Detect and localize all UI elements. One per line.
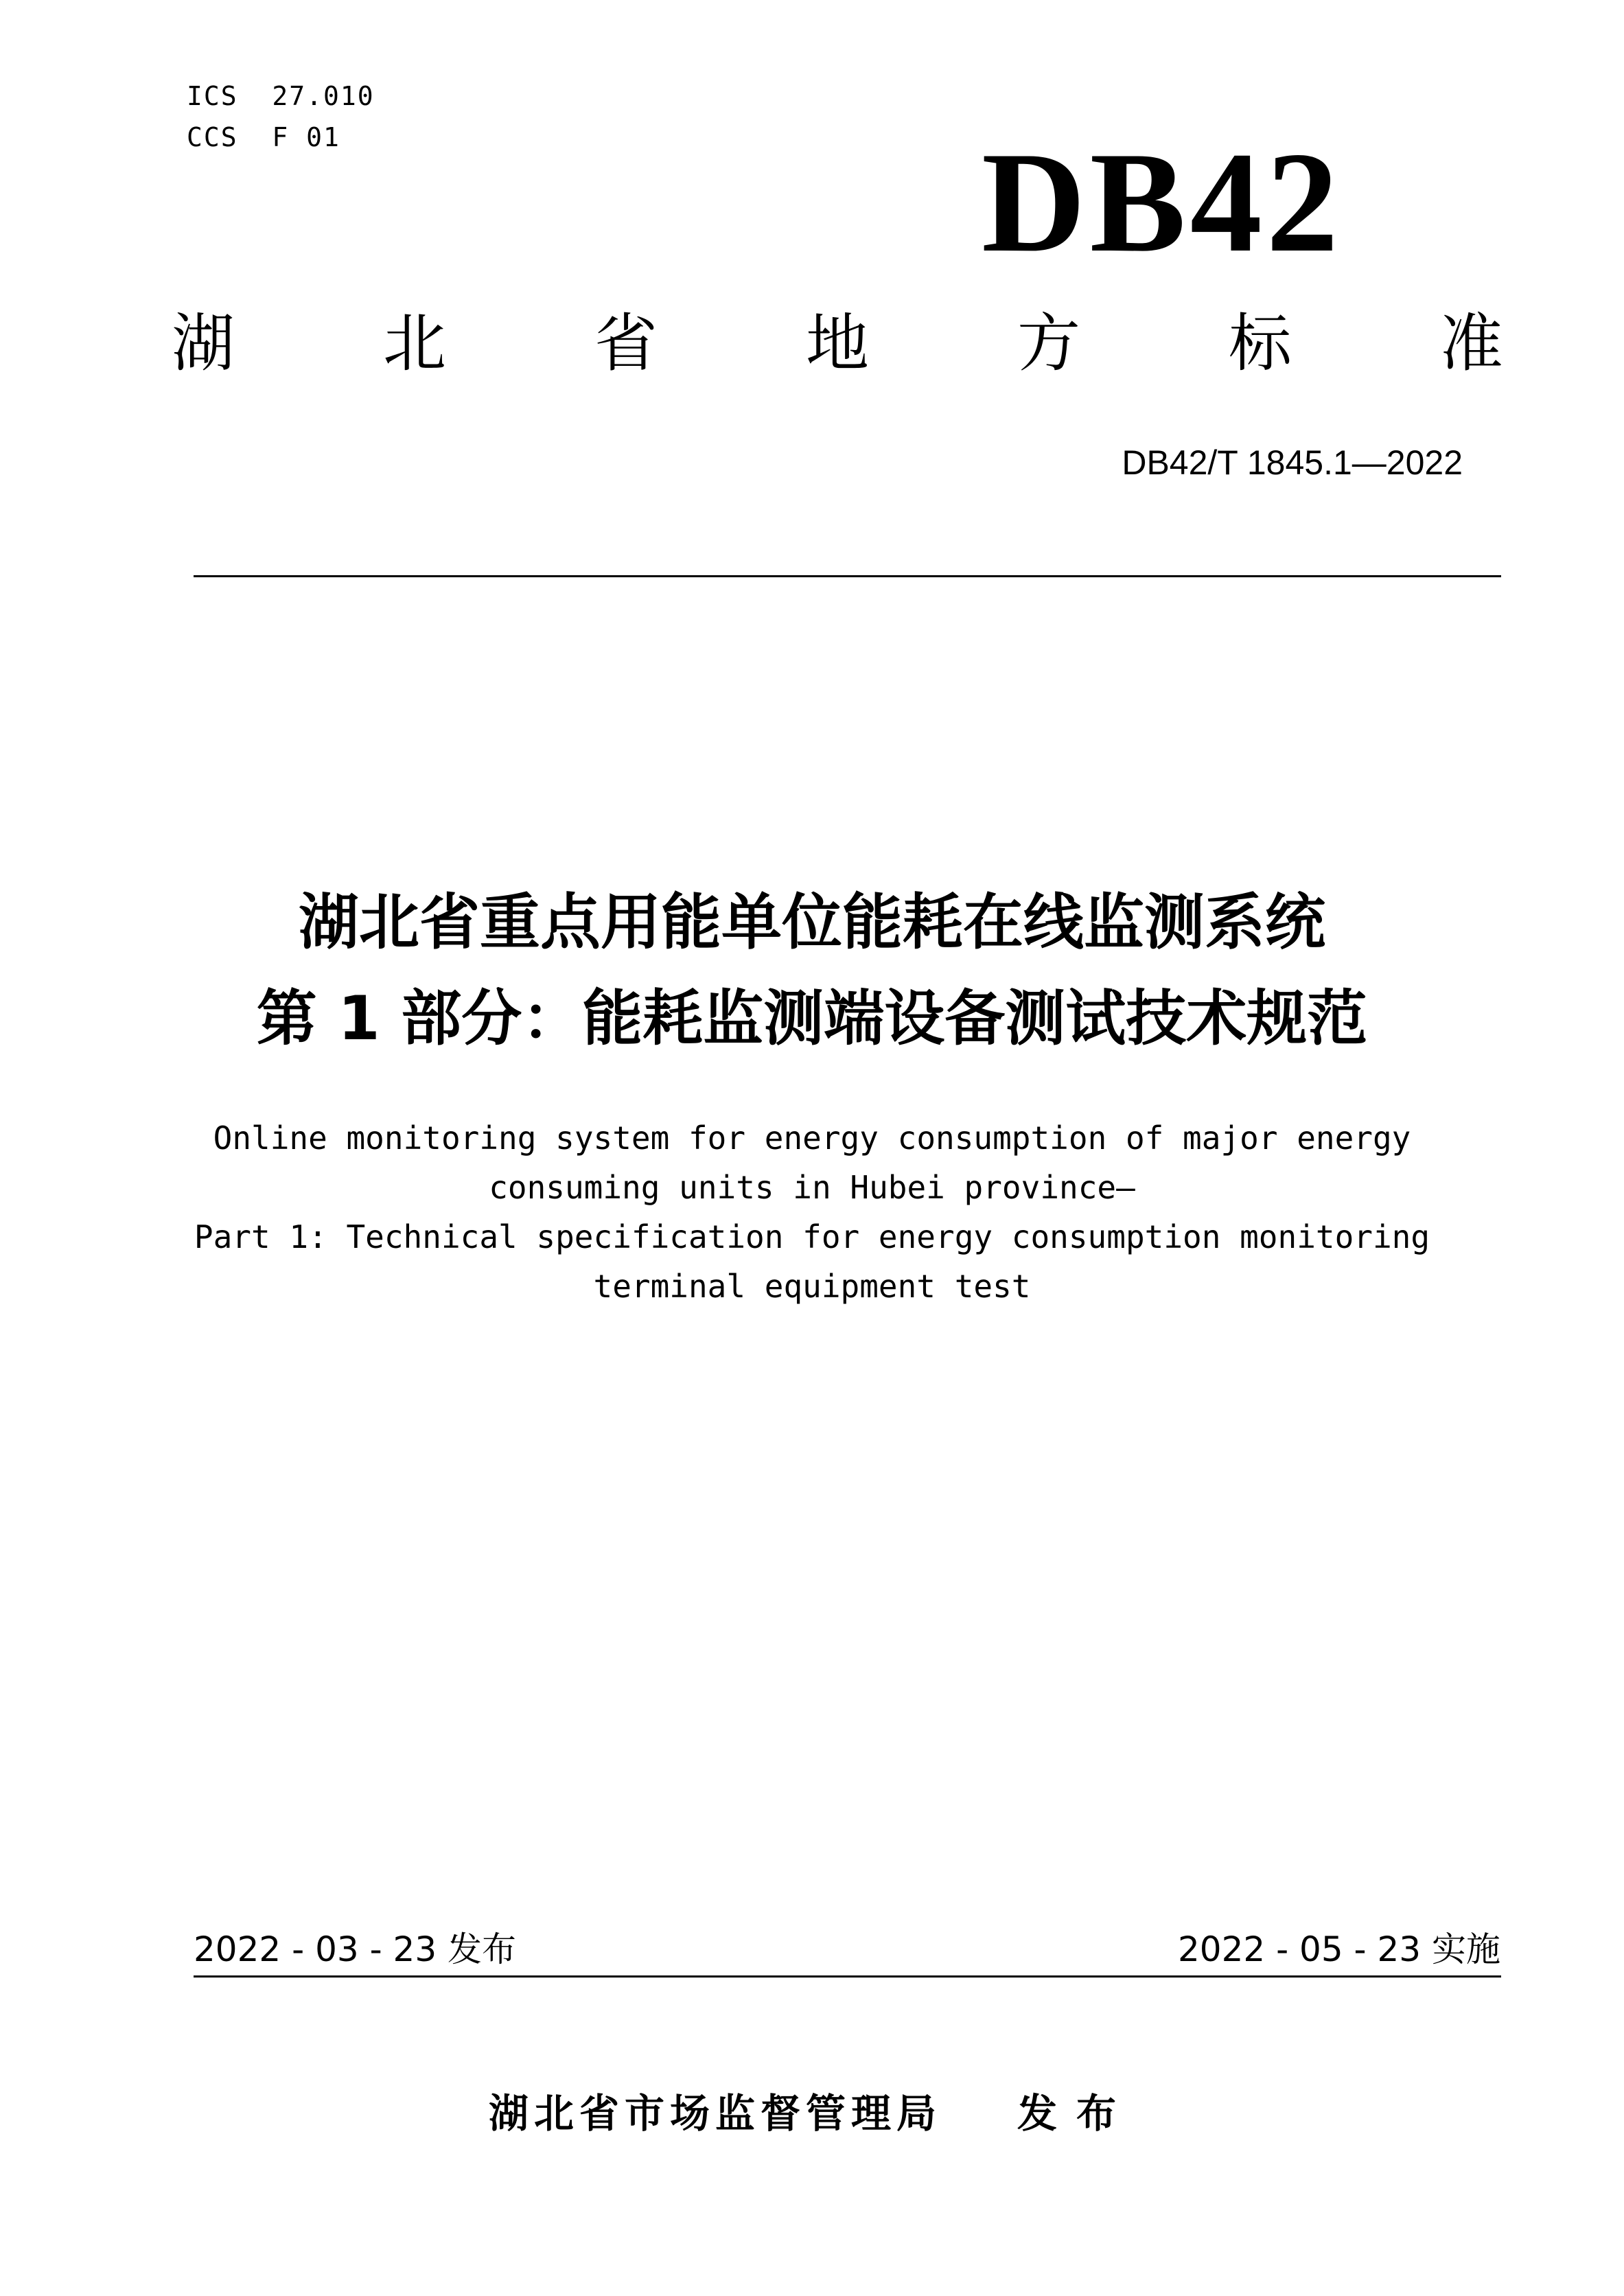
date-divider <box>194 1975 1501 1978</box>
category-char: 省 <box>594 307 658 380</box>
title-chinese-line-1: 湖北省重点用能单位能耗在线监测系统 <box>298 887 1325 958</box>
title-english-line-3: Part 1: Technical specification for energy consumption monitoring <box>194 1218 1430 1255</box>
publisher-name: 湖北省市场监督管理局 <box>488 2090 942 2137</box>
standard-category-title <box>172 307 1503 380</box>
category-char: 准 <box>1439 307 1503 380</box>
title-english-line-1: Online monitoring system for energy consumption of major energy <box>213 1120 1411 1157</box>
header-divider <box>194 575 1501 577</box>
title-chinese-line-2: 第 1 部分：能耗监测端设备测试技术规范 <box>256 983 1368 1054</box>
category-char: 标 <box>1228 307 1292 380</box>
publisher-action: 发布 <box>1017 2090 1136 2137</box>
ccs-code: CCS F 01 <box>187 122 340 152</box>
ics-code: ICS 27.010 <box>187 81 375 111</box>
title-english-line-4: terminal equipment test <box>593 1268 1031 1305</box>
db42-logo: DB42 <box>982 123 1343 282</box>
issue-date: 2022 - 03 - 23 发布 <box>194 1929 517 1969</box>
category-char: 北 <box>382 307 446 380</box>
title-english-line-2: consuming units in Hubei province— <box>489 1169 1135 1206</box>
publisher-line <box>0 2090 1624 2137</box>
category-char: 方 <box>1017 307 1080 380</box>
category-char: 湖 <box>172 307 235 380</box>
standard-number: DB42/T 1845.1—2022 <box>1122 443 1463 482</box>
category-char: 地 <box>805 307 869 380</box>
implementation-date: 2022 - 05 - 23 实施 <box>1177 1929 1500 1969</box>
